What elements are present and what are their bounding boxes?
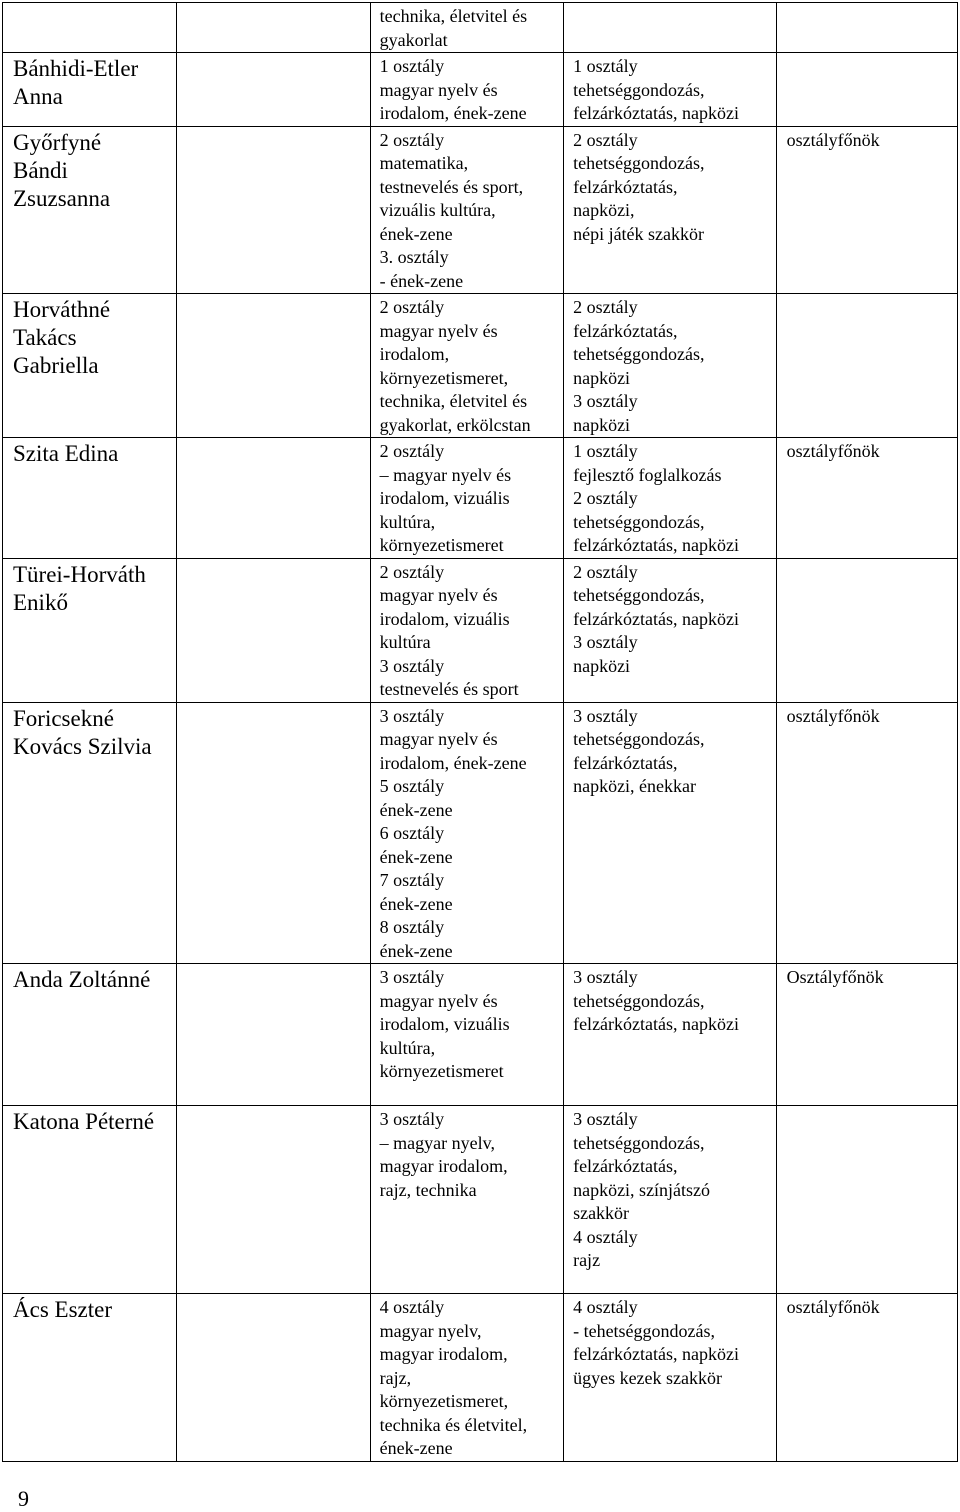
empty-cell: [177, 126, 370, 294]
activities-cell: 1 osztály tehetséggondozás, felzárkóztatás, napközi: [564, 53, 777, 127]
empty-cell: [177, 53, 370, 127]
page-number: 9: [18, 1486, 29, 1511]
subjects-cell: 1 osztály magyar nyelv és irodalom, ének-zene: [370, 53, 563, 127]
activities-cell: 3 osztály tehetséggondozás, felzárkóztatás, napközi, színjátszó szakkör 4 osztály rajz: [564, 1106, 777, 1294]
teacher-name: Türei-Horváth Enikő: [3, 558, 177, 702]
activities-cell: 2 osztály felzárkóztatás, tehetséggondozás, napközi 3 osztály napközi: [564, 294, 777, 438]
subjects-cell: 2 osztály magyar nyelv és irodalom, környezetismeret, technika, életvitel és gyakorlat, erkölcstan: [370, 294, 563, 438]
role-cell: Osztályfőnök: [776, 964, 957, 1106]
empty-cell: [177, 702, 370, 964]
empty-cell: [177, 964, 370, 1106]
subjects-cell: 2 osztály matematika, testnevelés és sport, vizuális kultúra, ének-zene 3. osztály - ének-zene: [370, 126, 563, 294]
teacher-name: Győrfyné Bándi Zsuzsanna: [3, 126, 177, 294]
empty-cell: [177, 438, 370, 559]
teacher-name: Ács Eszter: [3, 1294, 177, 1462]
activities-cell: 2 osztály tehetséggondozás, felzárkóztatás, napközi 3 osztály napközi: [564, 558, 777, 702]
table-row: [3, 558, 958, 702]
teacher-name: Bánhidi-Etler Anna: [3, 53, 177, 127]
empty-cell: [177, 3, 370, 53]
table-row: [3, 1294, 958, 1462]
role-cell: [776, 53, 957, 127]
table-row: [3, 294, 958, 438]
teacher-name: Anda Zoltánné: [3, 964, 177, 1106]
role-cell: osztályfőnök: [776, 126, 957, 294]
staff-table: [2, 2, 958, 1462]
empty-cell: [177, 1106, 370, 1294]
subjects-cell: 4 osztály magyar nyelv, magyar irodalom, rajz, környezetismeret, technika és életvitel, ének-zene: [370, 1294, 563, 1462]
table-row: [3, 438, 958, 559]
table-row: [3, 702, 958, 964]
role-cell: osztályfőnök: [776, 702, 957, 964]
activities-cell: [564, 3, 777, 53]
table-row: [3, 964, 958, 1106]
subjects-cell: 2 osztály – magyar nyelv és irodalom, vizuális kultúra, környezetismeret: [370, 438, 563, 559]
table-row: [3, 126, 958, 294]
role-cell: [776, 558, 957, 702]
role-cell: [776, 3, 957, 53]
subjects-cell: 2 osztály magyar nyelv és irodalom, vizuális kultúra 3 osztály testnevelés és sport: [370, 558, 563, 702]
subjects-cell: 3 osztály magyar nyelv és irodalom, vizuális kultúra, környezetismeret: [370, 964, 563, 1106]
subjects-cell: 3 osztály magyar nyelv és irodalom, ének-zene 5 osztály ének-zene 6 osztály ének-zene 7 osztály ének-zene 8 osztály ének-zene: [370, 702, 563, 964]
teacher-name: Horváthné Takács Gabriella: [3, 294, 177, 438]
role-cell: osztályfőnök: [776, 438, 957, 559]
empty-cell: [177, 1294, 370, 1462]
teacher-name: Foricsekné Kovács Szilvia: [3, 702, 177, 964]
teacher-name: Katona Péterné: [3, 1106, 177, 1294]
teacher-name: [3, 3, 177, 53]
teacher-name: Szita Edina: [3, 438, 177, 559]
activities-cell: 3 osztály tehetséggondozás, felzárkóztatás, napközi, énekkar: [564, 702, 777, 964]
role-cell: [776, 1106, 957, 1294]
role-cell: [776, 294, 957, 438]
empty-cell: [177, 558, 370, 702]
role-cell: osztályfőnök: [776, 1294, 957, 1462]
table-row: [3, 1106, 958, 1294]
activities-cell: 2 osztály tehetséggondozás, felzárkóztatás, napközi, népi játék szakkör: [564, 126, 777, 294]
subjects-cell: 3 osztály – magyar nyelv, magyar irodalom, rajz, technika: [370, 1106, 563, 1294]
activities-cell: 4 osztály - tehetséggondozás, felzárkóztatás, napközi ügyes kezek szakkör: [564, 1294, 777, 1462]
subjects-cell: technika, életvitel és gyakorlat: [370, 3, 563, 53]
activities-cell: 3 osztály tehetséggondozás, felzárkóztatás, napközi: [564, 964, 777, 1106]
table-row: [3, 53, 958, 127]
empty-cell: [177, 294, 370, 438]
table-row: [3, 3, 958, 53]
activities-cell: 1 osztály fejlesztő foglalkozás 2 osztály tehetséggondozás, felzárkóztatás, napközi: [564, 438, 777, 559]
